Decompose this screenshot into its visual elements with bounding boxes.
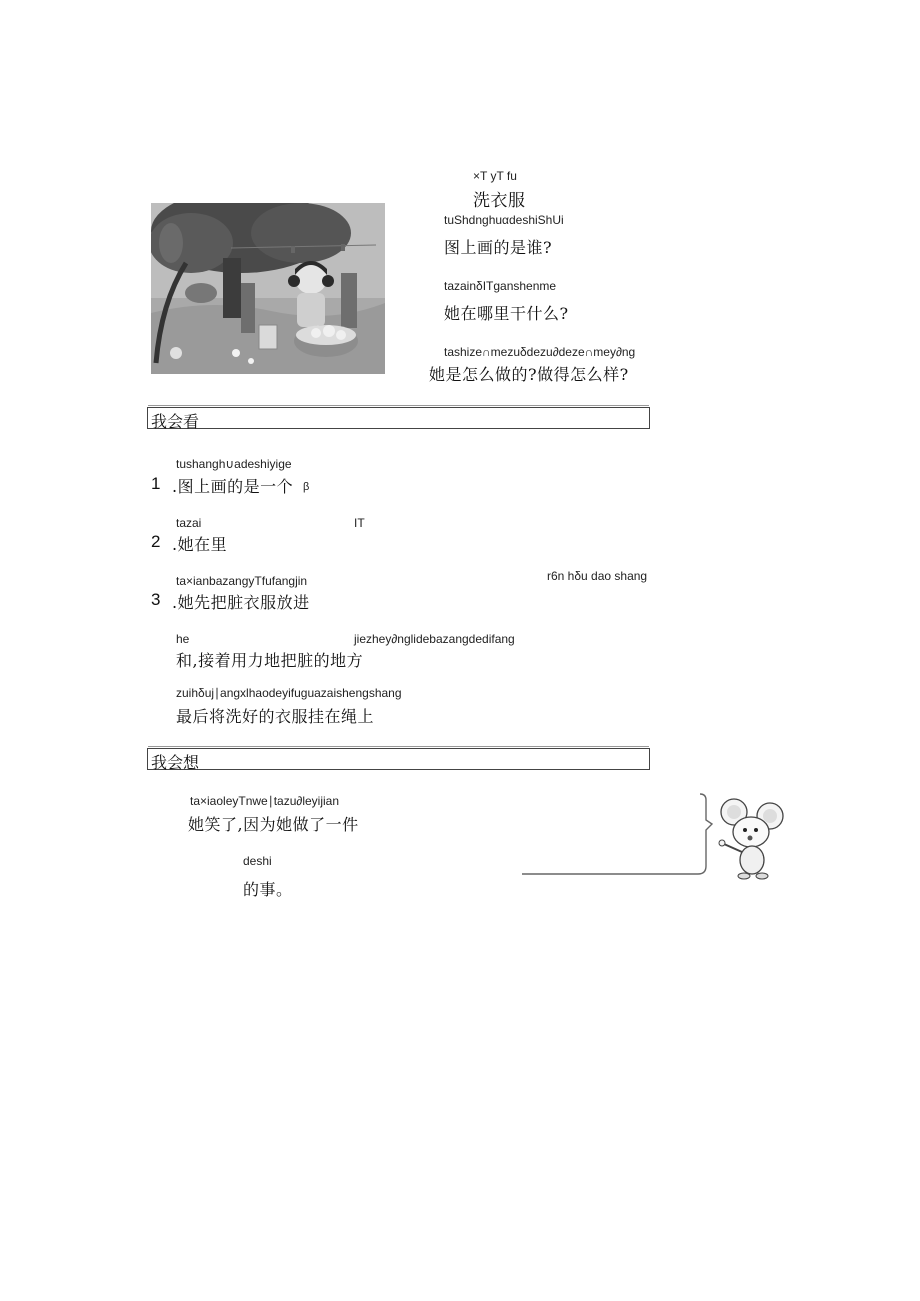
question3: 她是怎么做的?做得怎么样? — [429, 365, 629, 384]
mouse-mascot-illustration — [520, 790, 790, 882]
line4-pinyin-right: jiezhey∂nglidebazangdedifang — [354, 632, 515, 646]
line4-text: 和,接着用力地把脏的地方 — [176, 651, 364, 670]
item3-pinyin-right: r6n hδu dao shang — [547, 569, 648, 583]
item2-number: 2 — [151, 532, 161, 551]
item2-text: .她在里 — [172, 535, 228, 554]
page-title: 洗衣服 — [473, 191, 526, 211]
item3-pinyin: ta×ianbazangyTfufangjin — [176, 574, 308, 588]
item2-pinyin: tazai — [176, 516, 202, 530]
item3-text: .她先把脏衣服放进 — [172, 593, 310, 612]
girl-washing-clothes-illustration — [151, 203, 385, 374]
question2: 她在哪里干什么? — [444, 304, 569, 323]
item2-pinyin-right: IT — [354, 516, 365, 530]
question2-pinyin: tazainδITganshenme — [444, 279, 557, 293]
item1-pinyin: tushangh∪adeshiyige — [176, 457, 292, 471]
think-line2-text: 的事。 — [243, 880, 293, 899]
line5-pinyin: zuihδuj∣angxlhaodeyifuguazaishengshang — [176, 686, 402, 700]
section-look-header — [147, 407, 650, 429]
item3-number: 3 — [151, 590, 161, 609]
line4-pinyin-left: he — [176, 632, 190, 646]
line5-text: 最后将洗好的衣服挂在绳上 — [176, 707, 375, 726]
item1-number: 1 — [151, 474, 161, 493]
section-think-header — [147, 748, 650, 770]
title-pinyin: ×T yT fu — [473, 169, 517, 183]
think-line2-pinyin: deshi — [243, 854, 272, 868]
section-think-label: 我会想 — [151, 753, 200, 772]
think-line1-text: 她笑了,因为她做了一件 — [188, 815, 359, 834]
section-look-label: 我会看 — [151, 412, 200, 431]
item1-tail: β — [303, 481, 310, 493]
question1: 图上画的是谁? — [444, 238, 553, 257]
question1-pinyin: tuShdnghuαdeshiShUi — [444, 213, 564, 227]
question3-pinyin: tashize∩mezuδdezu∂deze∩mey∂ng — [444, 345, 636, 359]
think-line1-pinyin: ta×iaoleyTnwe∣tazu∂leyijian — [190, 794, 340, 808]
item1-text: .图上画的是一个 — [172, 477, 294, 496]
